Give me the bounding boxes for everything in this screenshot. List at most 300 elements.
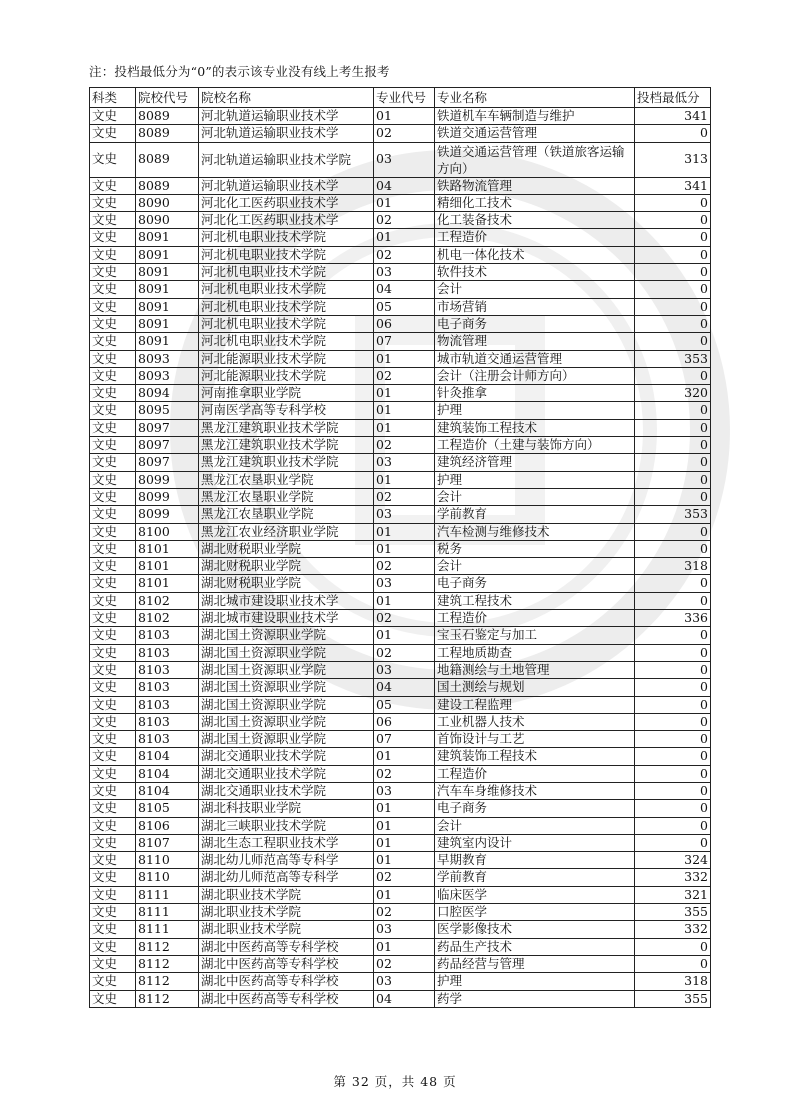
cell-min-score: 0 [635,264,711,281]
cell-min-score: 0 [635,523,711,540]
table-row [90,834,711,851]
cell-major-code: 02 [374,488,435,505]
table-row [90,437,711,454]
table-row [90,367,711,384]
cell-min-score: 0 [635,592,711,609]
cell-category: 文史 [90,886,136,903]
table-row [90,350,711,367]
header-category: 科类 [90,88,136,108]
cell-school-name: 黑龙江建筑职业技术学院 [199,437,374,454]
cell-major-name: 学前教育 [435,869,635,886]
cell-category: 文史 [90,800,136,817]
cell-school-code: 8097 [136,419,199,436]
cell-category: 文史 [90,731,136,748]
cell-min-score: 0 [635,125,711,142]
cell-school-code: 8103 [136,661,199,678]
cell-major-name: 电子商务 [435,315,635,332]
cell-school-name: 湖北中医药高等专科学校 [199,938,374,955]
cell-school-name: 河北机电职业技术学院 [199,315,374,332]
table-row [90,385,711,402]
cell-major-name: 药学 [435,990,635,1007]
cell-school-name: 黑龙江农垦职业学院 [199,506,374,523]
table-row [90,419,711,436]
cell-min-score: 0 [635,194,711,211]
table-row [90,990,711,1007]
cell-min-score: 0 [635,955,711,972]
cell-category: 文史 [90,921,136,938]
cell-major-name: 建筑经济管理 [435,454,635,471]
cell-school-code: 8091 [136,264,199,281]
cell-major-name: 建筑室内设计 [435,834,635,851]
cell-school-name: 河北轨道运输职业技术学 [199,125,374,142]
cell-category: 文史 [90,177,136,194]
cell-school-name: 河北机电职业技术学院 [199,333,374,350]
cell-school-name: 河北能源职业技术学院 [199,350,374,367]
table-row [90,610,711,627]
cell-min-score: 318 [635,973,711,990]
cell-major-name: 电子商务 [435,800,635,817]
cell-school-name: 湖北幼儿师范高等专科学 [199,852,374,869]
cell-school-code: 8112 [136,955,199,972]
cell-school-name: 河北轨道运输职业技术学 [199,108,374,125]
cell-major-name: 化工装备技术 [435,212,635,229]
cell-major-name: 医学影像技术 [435,921,635,938]
cell-school-name: 湖北城市建设职业技术学 [199,592,374,609]
cell-major-code: 02 [374,610,435,627]
cell-major-name: 针灸推拿 [435,385,635,402]
cell-category: 文史 [90,679,136,696]
cell-school-name: 湖北中医药高等专科学校 [199,973,374,990]
cell-category: 文史 [90,194,136,211]
cell-school-name: 湖北财税职业学院 [199,558,374,575]
cell-school-name: 湖北国土资源职业学院 [199,661,374,678]
cell-major-code: 01 [374,229,435,246]
table-row [90,454,711,471]
cell-category: 文史 [90,973,136,990]
cell-major-name: 汽车检测与维修技术 [435,523,635,540]
cell-major-name: 铁路物流管理 [435,177,635,194]
cell-min-score: 0 [635,817,711,834]
cell-min-score: 0 [635,696,711,713]
cell-school-code: 8094 [136,385,199,402]
cell-major-name: 软件技术 [435,264,635,281]
table-row [90,869,711,886]
cell-major-code: 06 [374,713,435,730]
cell-major-name: 护理 [435,973,635,990]
cell-category: 文史 [90,869,136,886]
cell-school-code: 8107 [136,834,199,851]
table-row [90,696,711,713]
table-body [90,108,711,1008]
cell-category: 文史 [90,817,136,834]
cell-major-name: 会计（注册会计师方向） [435,367,635,384]
cell-major-code: 03 [374,973,435,990]
table-row [90,679,711,696]
cell-major-name: 会计 [435,488,635,505]
cell-major-name: 城市轨道交通运营管理 [435,350,635,367]
cell-school-name: 湖北财税职业学院 [199,575,374,592]
table-row [90,177,711,194]
cell-major-name: 临床医学 [435,886,635,903]
cell-category: 文史 [90,610,136,627]
cell-school-code: 8101 [136,540,199,557]
cell-major-name: 汽车车身维修技术 [435,782,635,799]
cell-min-score: 353 [635,506,711,523]
cell-category: 文史 [90,782,136,799]
cell-major-code: 02 [374,246,435,263]
cell-major-name: 工程造价 [435,765,635,782]
table-row [90,800,711,817]
header-min-score: 投档最低分 [635,88,711,108]
cell-min-score: 0 [635,679,711,696]
cell-major-name: 税务 [435,540,635,557]
cell-category: 文史 [90,367,136,384]
cell-category: 文史 [90,765,136,782]
cell-school-name: 湖北职业技术学院 [199,921,374,938]
cell-category: 文史 [90,575,136,592]
cell-category: 文史 [90,904,136,921]
cell-category: 文史 [90,488,136,505]
table-row [90,904,711,921]
cell-school-code: 8099 [136,488,199,505]
cell-major-name: 建筑装饰工程技术 [435,419,635,436]
cell-school-code: 8103 [136,696,199,713]
table-row [90,125,711,142]
cell-major-name: 护理 [435,402,635,419]
cell-min-score: 0 [635,281,711,298]
cell-major-code: 02 [374,437,435,454]
table-row [90,142,711,177]
cell-major-code: 02 [374,367,435,384]
cell-school-name: 黑龙江农业经济职业学院 [199,523,374,540]
cell-min-score: 0 [635,644,711,661]
cell-school-name: 河北化工医药职业技术学 [199,212,374,229]
cell-school-name: 湖北国土资源职业学院 [199,696,374,713]
cell-major-code: 01 [374,540,435,557]
cell-school-code: 8110 [136,852,199,869]
table-row [90,765,711,782]
cell-major-code: 01 [374,834,435,851]
cell-major-code: 04 [374,177,435,194]
table-row [90,886,711,903]
admission-score-table [89,87,711,1008]
cell-school-name: 河北机电职业技术学院 [199,246,374,263]
cell-school-name: 河南推拿职业学院 [199,385,374,402]
cell-major-code: 01 [374,523,435,540]
cell-school-code: 8112 [136,938,199,955]
cell-major-code: 01 [374,852,435,869]
cell-major-code: 07 [374,333,435,350]
cell-major-name: 建筑装饰工程技术 [435,748,635,765]
cell-category: 文史 [90,748,136,765]
cell-school-code: 8091 [136,315,199,332]
cell-min-score: 0 [635,437,711,454]
cell-category: 文史 [90,333,136,350]
cell-min-score: 341 [635,177,711,194]
cell-school-name: 湖北国土资源职业学院 [199,679,374,696]
cell-major-code: 03 [374,661,435,678]
table-row [90,471,711,488]
cell-school-code: 8112 [136,990,199,1007]
cell-major-name: 早期教育 [435,852,635,869]
cell-school-code: 8089 [136,125,199,142]
cell-school-code: 8103 [136,679,199,696]
cell-min-score: 0 [635,333,711,350]
cell-school-code: 8103 [136,644,199,661]
cell-major-code: 01 [374,471,435,488]
cell-school-code: 8090 [136,194,199,211]
cell-min-score: 332 [635,921,711,938]
table-row [90,229,711,246]
cell-category: 文史 [90,437,136,454]
cell-major-name: 电子商务 [435,575,635,592]
cell-school-name: 河南医学高等专科学校 [199,402,374,419]
cell-school-name: 河北轨道运输职业技术学 [199,177,374,194]
cell-min-score: 341 [635,108,711,125]
cell-category: 文史 [90,246,136,263]
cell-category: 文史 [90,298,136,315]
table-header-row [90,88,711,108]
cell-min-score: 320 [635,385,711,402]
cell-min-score: 0 [635,575,711,592]
cell-school-code: 8104 [136,782,199,799]
table-row [90,402,711,419]
cell-category: 文史 [90,627,136,644]
cell-major-code: 01 [374,748,435,765]
cell-min-score: 0 [635,419,711,436]
cell-min-score: 0 [635,782,711,799]
cell-major-name: 会计 [435,817,635,834]
cell-major-name: 机电一体化技术 [435,246,635,263]
cell-major-name: 精细化工技术 [435,194,635,211]
cell-school-name: 湖北科技职业学院 [199,800,374,817]
cell-major-name: 工业机器人技术 [435,713,635,730]
cell-school-code: 8099 [136,506,199,523]
cell-category: 文史 [90,108,136,125]
cell-school-name: 湖北城市建设职业技术学 [199,610,374,627]
cell-category: 文史 [90,644,136,661]
cell-min-score: 355 [635,990,711,1007]
cell-school-code: 8090 [136,212,199,229]
cell-school-code: 8110 [136,869,199,886]
cell-category: 文史 [90,558,136,575]
cell-major-name: 工程造价 [435,610,635,627]
cell-school-name: 湖北国土资源职业学院 [199,627,374,644]
cell-min-score: 0 [635,938,711,955]
cell-school-code: 8112 [136,973,199,990]
cell-min-score: 0 [635,454,711,471]
cell-min-score: 353 [635,350,711,367]
cell-school-code: 8102 [136,592,199,609]
cell-major-code: 03 [374,506,435,523]
cell-major-name: 铁道交通运营管理（铁道旅客运输方向） [435,142,635,177]
cell-major-code: 04 [374,281,435,298]
cell-category: 文史 [90,350,136,367]
cell-category: 文史 [90,523,136,540]
cell-major-name: 铁道机车车辆制造与维护 [435,108,635,125]
cell-major-code: 03 [374,575,435,592]
cell-min-score: 0 [635,315,711,332]
cell-min-score: 318 [635,558,711,575]
table-row [90,955,711,972]
cell-school-code: 8105 [136,800,199,817]
cell-min-score: 0 [635,748,711,765]
cell-school-code: 8104 [136,765,199,782]
table-row [90,194,711,211]
cell-category: 文史 [90,990,136,1007]
cell-min-score: 0 [635,627,711,644]
cell-major-code: 02 [374,955,435,972]
cell-school-code: 8104 [136,748,199,765]
cell-category: 文史 [90,834,136,851]
cell-min-score: 0 [635,367,711,384]
table-row [90,748,711,765]
cell-school-code: 8111 [136,904,199,921]
table-note: 注：投档最低分为“0”的表示该专业没有线上考生报考 [89,64,390,79]
cell-major-code: 02 [374,558,435,575]
cell-category: 文史 [90,142,136,177]
cell-major-code: 07 [374,731,435,748]
cell-school-name: 河北机电职业技术学院 [199,229,374,246]
cell-major-name: 建设工程监理 [435,696,635,713]
cell-category: 文史 [90,229,136,246]
cell-min-score: 0 [635,800,711,817]
cell-category: 文史 [90,281,136,298]
cell-category: 文史 [90,696,136,713]
cell-min-score: 0 [635,765,711,782]
cell-school-code: 8089 [136,142,199,177]
cell-major-name: 会计 [435,558,635,575]
cell-major-code: 04 [374,679,435,696]
table-row [90,575,711,592]
cell-category: 文史 [90,852,136,869]
table-row [90,281,711,298]
cell-min-score: 313 [635,142,711,177]
cell-school-code: 8103 [136,731,199,748]
cell-min-score: 0 [635,540,711,557]
table-row [90,731,711,748]
cell-major-name: 市场营销 [435,298,635,315]
cell-major-code: 03 [374,454,435,471]
cell-school-code: 8089 [136,108,199,125]
cell-school-name: 湖北国土资源职业学院 [199,713,374,730]
cell-major-code: 01 [374,419,435,436]
cell-school-code: 8093 [136,367,199,384]
cell-min-score: 355 [635,904,711,921]
cell-school-name: 河北机电职业技术学院 [199,281,374,298]
cell-category: 文史 [90,955,136,972]
header-major-code: 专业代号 [374,88,435,108]
cell-school-code: 8100 [136,523,199,540]
cell-major-code: 01 [374,108,435,125]
cell-major-name: 国土测绘与规划 [435,679,635,696]
cell-major-name: 宝玉石鉴定与加工 [435,627,635,644]
cell-school-name: 黑龙江农垦职业学院 [199,488,374,505]
table-row [90,713,711,730]
cell-major-name: 药品生产技术 [435,938,635,955]
cell-major-code: 03 [374,264,435,281]
table-row [90,212,711,229]
cell-major-name: 物流管理 [435,333,635,350]
table-row [90,333,711,350]
cell-school-name: 湖北国土资源职业学院 [199,731,374,748]
cell-major-code: 06 [374,315,435,332]
cell-school-code: 8091 [136,246,199,263]
cell-major-name: 会计 [435,281,635,298]
cell-school-code: 8091 [136,333,199,350]
cell-category: 文史 [90,454,136,471]
table-row [90,488,711,505]
table-row [90,592,711,609]
table-row [90,782,711,799]
cell-min-score: 0 [635,488,711,505]
cell-school-name: 河北机电职业技术学院 [199,264,374,281]
page-footer: 第 32 页，共 48 页 [333,1074,457,1089]
cell-min-score: 0 [635,229,711,246]
cell-school-name: 湖北财税职业学院 [199,540,374,557]
header-school-name: 院校名称 [199,88,374,108]
cell-school-name: 河北轨道运输职业技术学院 [199,142,374,177]
cell-school-name: 湖北中医药高等专科学校 [199,990,374,1007]
cell-major-name: 铁道交通运营管理 [435,125,635,142]
cell-major-name: 药品经营与管理 [435,955,635,972]
cell-school-code: 8095 [136,402,199,419]
cell-school-name: 黑龙江建筑职业技术学院 [199,454,374,471]
cell-school-code: 8103 [136,713,199,730]
cell-category: 文史 [90,315,136,332]
cell-school-code: 8103 [136,627,199,644]
cell-min-score: 0 [635,713,711,730]
cell-school-name: 湖北交通职业技术学院 [199,765,374,782]
cell-category: 文史 [90,506,136,523]
header-major-name: 专业名称 [435,88,635,108]
cell-category: 文史 [90,385,136,402]
cell-major-code: 01 [374,800,435,817]
cell-min-score: 332 [635,869,711,886]
cell-school-code: 8099 [136,471,199,488]
cell-school-name: 河北能源职业技术学院 [199,367,374,384]
cell-major-code: 03 [374,142,435,177]
cell-major-code: 05 [374,298,435,315]
cell-major-code: 01 [374,402,435,419]
cell-school-name: 湖北三峡职业技术学院 [199,817,374,834]
cell-min-score: 0 [635,246,711,263]
cell-major-code: 01 [374,627,435,644]
cell-min-score: 0 [635,402,711,419]
cell-school-code: 8097 [136,437,199,454]
cell-major-name: 工程地质勘查 [435,644,635,661]
cell-major-code: 01 [374,592,435,609]
cell-category: 文史 [90,419,136,436]
cell-school-name: 河北化工医药职业技术学 [199,194,374,211]
cell-major-code: 02 [374,644,435,661]
cell-min-score: 336 [635,610,711,627]
cell-category: 文史 [90,402,136,419]
cell-school-name: 湖北国土资源职业学院 [199,644,374,661]
cell-school-name: 河北机电职业技术学院 [199,298,374,315]
table-row [90,246,711,263]
cell-school-name: 湖北幼儿师范高等专科学 [199,869,374,886]
cell-min-score: 0 [635,834,711,851]
cell-school-code: 8091 [136,229,199,246]
cell-school-name: 湖北职业技术学院 [199,886,374,903]
cell-min-score: 0 [635,212,711,229]
cell-school-code: 8101 [136,558,199,575]
cell-major-code: 01 [374,817,435,834]
cell-school-name: 湖北中医药高等专科学校 [199,955,374,972]
header-school-code: 院校代号 [136,88,199,108]
cell-major-code: 04 [374,990,435,1007]
